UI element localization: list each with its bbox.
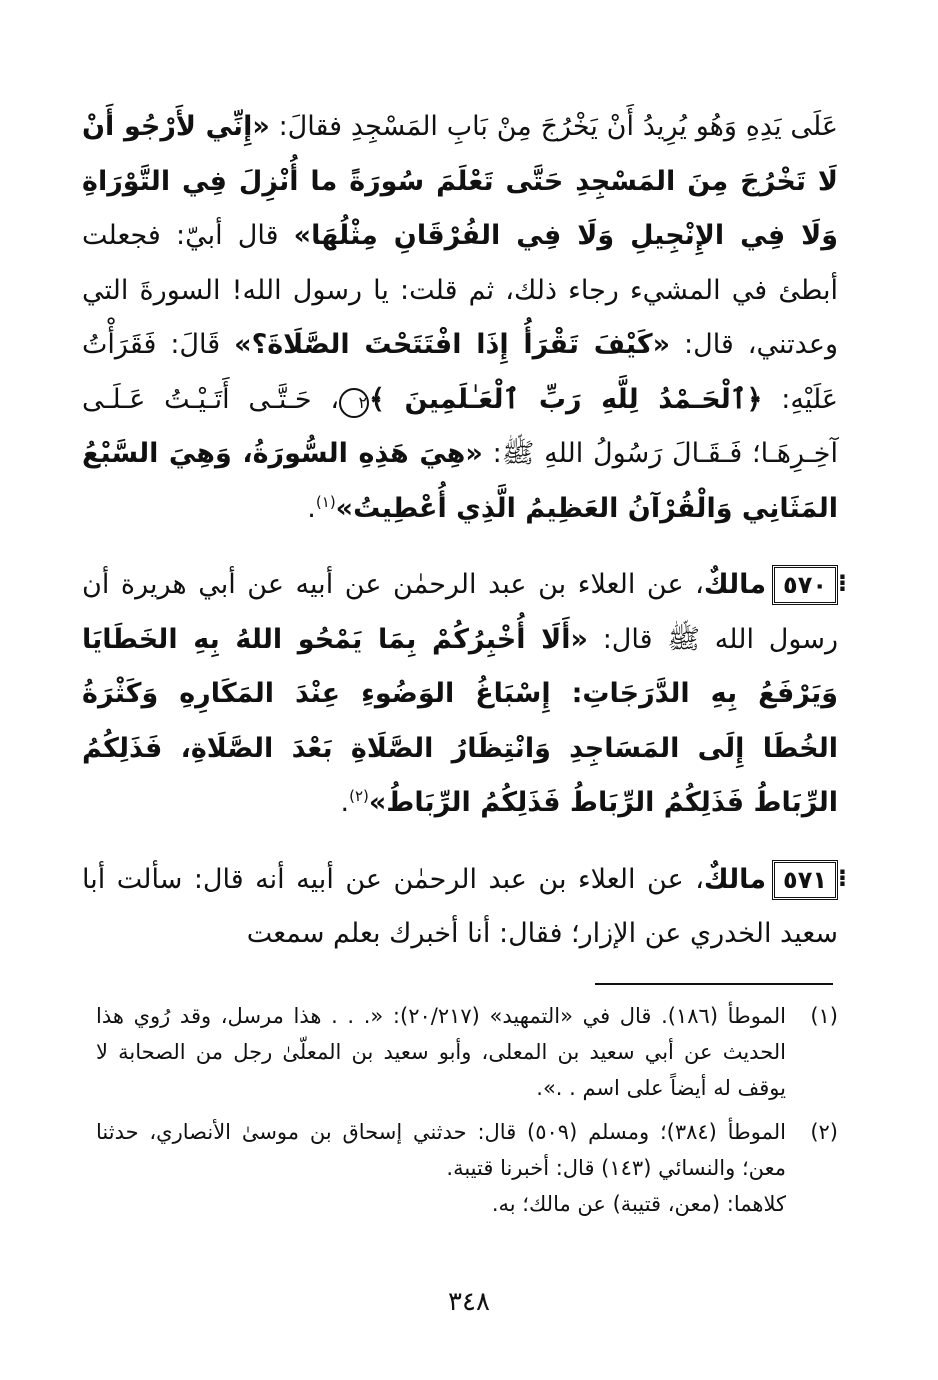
narrator-name: مالكٌ bbox=[703, 863, 767, 895]
hadith-number-box: ⁝ ٥٧١ bbox=[772, 860, 838, 900]
narrator-name: مالكٌ bbox=[703, 569, 767, 600]
hadith-570: ⁝ ٥٧٠مالكٌ، عن العلاء بن عبد الرحمٰن عن أبيه عن أبي هريرة أن رسول الله ﷺ قال: «أَلَا أُخْبِرُكُمْ بِمَا يَمْحُو اللهُ بِهِ الخَطَايَا وَيَرْفَعُ بِهِ الدَّرَجَاتِ: إِسْبَاغُ الوَضُوءِ عِنْدَ المَكَارِهِ وَكَثْرَةُ الخُطَا إِلَى المَسَاجِدِ وَانْتِظَارُ الصَّلَاةِ بَعْدَ الصَّلَاةِ، فَذَلِكُمُ الرِّبَاطُ فَذَلِكُمُ الرِّبَاطُ فَذَلِكُمُ الرِّبَاطُ»$^{(٢)}$. bbox=[82, 558, 838, 831]
footnote-text: الموطأ (١٨٦). قال في «التمهيد» (٢٠/٢١٧): «. . . هذا مرسل، وقد رُوي هذا الحديث عن أبي سعيد بن المعلى، وأبو سعيد بن المعلّىٰ رجل من الصحابة لا يوقف له أيضاً على اسم . .». bbox=[96, 1004, 786, 1100]
prophetic-quote: «أَلَا أُخْبِرُكُمْ بِمَا يَمْحُو اللهُ بِهِ الخَطَايَا وَيَرْفَعُ بِهِ الدَّرَجَاتِ: إِسْبَاغُ الوَضُوءِ عِنْدَ المَكَارِهِ وَكَثْرَةُ الخُطَا إِلَى المَسَاجِدِ وَانْتِظَارُ الصَّلَاةِ بَعْدَ الصَّلَاةِ، فَذَلِكُمُ الرِّبَاطُ فَذَلِكُمُ الرِّبَاطُ فَذَلِكُمُ الرِّبَاطُ» bbox=[82, 623, 838, 818]
narrative-text: قال أبيّ: فجعلت أبطئ في المشيء رجاء ذلك، ثم قلت: يا رسول الله! السورةَ التي وعدتني، قال: bbox=[82, 220, 838, 360]
ayah-number-marker: ٢ bbox=[339, 388, 369, 418]
prophetic-quote: «إِنِّي لأَرْجُو أَنْ لَا تَخْرُجَ مِنَ المَسْجِدِ حَتَّى تَعْلَمَ سُورَةً ما أُنْزِلَ فِي التَّوْرَاةِ وَلَا فِي الإِنْجِيلِ وَلَا فِي الفُرْقَانِ مِثْلُهَا» bbox=[82, 111, 838, 251]
footnote-1 bbox=[96, 998, 838, 1106]
hadith-569-continuation: عَلَى يَدِهِ وَهُو يُرِيدُ أَنْ يَخْرُجَ مِنْ بَابِ المَسْجِدِ فقالَ: «إِنِّي لأَرْجُو أَنْ لَا تَخْرُجَ مِنَ المَسْجِدِ حَتَّى تَعْلَمَ سُورَةً ما أُنْزِلَ فِي التَّوْرَاةِ وَلَا فِي الإِنْجِيلِ وَلَا فِي الفُرْقَانِ مِثْلُهَا» قال أبيّ: فجعلت أبطئ في المشيء رجاء ذلك، ثم قلت: يا رسول الله! السورةَ التي وعدتني، قال: «كَيْفَ تَقْرَأُ إِذَا افْتَتَحْتَ الصَّلَاةَ؟» قَالَ: فَقَرَأْتُ عَلَيْهِ: ﴿ٱلْحَـمْدُ لِلَّهِ رَبِّ ٱلْعَـٰلَمِينَ ﴾٢، حَـتَّـى أَتَـيْـتُ عَـلَـى آخِـرِهَـا؛ فَـقَـالَ رَسُولُ اللهِ ﷺ: «هِيَ هَذِهِ السُّورَةُ، وَهِيَ السَّبْعُ المَثَانِي وَالْقُرْآنُ العَظِيمُ الَّذِي أُعْطِيتُ»$^{(١)}$. bbox=[82, 111, 838, 524]
narrative-text: ، عن العلاء بن عبد الرحمٰن عن أبيه عن أبي هريرة أن رسول الله ﷺ قال: bbox=[82, 569, 838, 655]
hadith-number-box: ⁝ ٥٧٠ bbox=[772, 565, 838, 605]
page-number: ٣٤٨ bbox=[448, 1287, 490, 1317]
footnote-2 bbox=[96, 1114, 838, 1222]
main-text bbox=[82, 100, 838, 962]
footnote-separator bbox=[595, 983, 833, 985]
narrative-text: قَالَ: فَقَرَأْتُ عَلَيْهِ: bbox=[82, 329, 838, 415]
narrative-text: ، حَـتَّـى أَتَـيْـتُ عَـلَـى آخِـرِهَـا؛ فَـقَـالَ رَسُولُ اللهِ ﷺ: bbox=[82, 383, 838, 469]
prophetic-quote: «كَيْفَ تَقْرَأُ إِذَا افْتَتَحْتَ الصَّلَاةَ؟» bbox=[234, 329, 671, 360]
prophetic-quote: «هِيَ هَذِهِ السُّورَةُ، وَهِيَ السَّبْعُ المَثَانِي وَالْقُرْآنُ العَظِيمُ الَّذِي أُعْطِيتُ» bbox=[82, 438, 838, 524]
footnote-number: (١) bbox=[810, 1004, 838, 1028]
footnote-reference[interactable]: (٢) bbox=[349, 787, 369, 805]
footnote-reference[interactable]: (١) bbox=[315, 492, 336, 511]
quran-verse: ﴿ٱلْحَـمْدُ لِلَّهِ رَبِّ ٱلْعَـٰلَمِينَ ﴾ bbox=[369, 383, 763, 415]
footnote-number: (٢) bbox=[810, 1120, 838, 1144]
narrative-text: ، عن العلاء بن عبد الرحمٰن عن أبيه أنه قال: سألت أبا سعيد الخدري عن الإزار؛ فقال: أنا أخبرك بعلم سمعت bbox=[82, 863, 838, 949]
footnote-text: الموطأ (٣٨٤)؛ ومسلم (٥٠٩) قال: حدثني إسحاق بن موسىٰ الأنصاري، حدثنا معن؛ والنسائي (١٤٣) قال: أخبرنا قتيبة. كلاهما: (معن، قتيبة) عن مالك؛ به. bbox=[96, 1120, 786, 1216]
narrative-text: عَلَى يَدِهِ وَهُو يُرِيدُ أَنْ يَخْرُجَ مِنْ بَابِ المَسْجِدِ فقالَ: bbox=[269, 111, 838, 142]
footnotes bbox=[96, 998, 838, 1222]
hadith-571 bbox=[82, 853, 838, 962]
